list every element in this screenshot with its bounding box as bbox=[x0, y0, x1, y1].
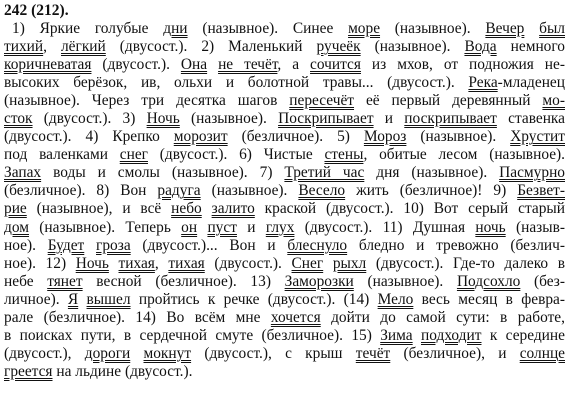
underlined-word: Запах bbox=[4, 164, 42, 182]
underlined-word: рыхл bbox=[332, 254, 367, 272]
underlined-word: не течёт bbox=[218, 56, 278, 74]
underlined-word: Хрустит bbox=[510, 128, 565, 146]
text-fragment: в поисках пути, в сердечной смуте (безличное). 15) bbox=[4, 326, 381, 344]
text-fragment: небе bbox=[4, 272, 48, 290]
text-line bbox=[4, 237, 565, 255]
text-line bbox=[4, 164, 565, 182]
text-fragment bbox=[413, 327, 421, 344]
text-fragment: из мхов, от подножия не- bbox=[360, 56, 565, 74]
text-fragment: ное). 12) bbox=[4, 254, 76, 272]
underlined-word: блеснуло bbox=[287, 236, 348, 254]
text-fragment: на льдине (двусост.). bbox=[52, 362, 193, 380]
underlined-word: лёгкий bbox=[61, 38, 106, 56]
text-fragment: весь месяц в февра- bbox=[413, 290, 565, 308]
text-fragment: весной (безличное). 13) bbox=[82, 272, 285, 290]
text-fragment bbox=[130, 345, 143, 362]
text-fragment: 1) Яркие голубые bbox=[12, 20, 164, 37]
text-fragment: (назыв- bbox=[505, 218, 565, 236]
underlined-word: тихая bbox=[118, 254, 155, 272]
underlined-word: Подсохло bbox=[456, 272, 521, 290]
text-fragment: (двусост.). 6) Чистые bbox=[147, 146, 325, 164]
underlined-word: рие bbox=[4, 200, 27, 218]
text-line bbox=[4, 273, 565, 291]
text-fragment: (безличное). 5) bbox=[227, 128, 364, 146]
underlined-word: радуга bbox=[157, 182, 201, 200]
text-fragment: пройтись к речке (двусост.). (14) bbox=[130, 290, 378, 308]
text-fragment: жить (безличное)! 9) bbox=[345, 182, 518, 200]
underlined-word: мокнут bbox=[143, 344, 192, 362]
underlined-word: Мороз bbox=[363, 128, 407, 146]
text-fragment: высоких берёзок, ив, ольхи и болотной травы... (двусост.). bbox=[4, 74, 469, 92]
underlined-word: сток bbox=[4, 110, 33, 128]
text-fragment: (безличное), и bbox=[390, 344, 520, 362]
text-line bbox=[4, 146, 565, 164]
underlined-word: солнце bbox=[519, 344, 565, 362]
text-line bbox=[4, 219, 565, 237]
text-fragment: (двусост.), с крыш bbox=[191, 344, 356, 362]
text-line bbox=[4, 327, 565, 345]
underlined-word: ночь bbox=[475, 218, 506, 236]
text-fragment: , bbox=[154, 254, 169, 272]
text-fragment: под валенками bbox=[4, 146, 120, 164]
text-line bbox=[4, 56, 565, 74]
text-fragment: (безличное). 8) Вон bbox=[4, 182, 158, 200]
text-fragment: (двусост.). 4) Крепко bbox=[4, 128, 174, 146]
underlined-word: Река bbox=[468, 74, 498, 92]
underlined-word: вышел bbox=[86, 290, 131, 308]
text-fragment: (назывное). bbox=[406, 128, 511, 146]
underlined-word: Будет bbox=[47, 236, 85, 254]
text-line bbox=[4, 38, 565, 56]
underlined-word: поскрипывает bbox=[404, 110, 497, 128]
underlined-word: дороги bbox=[84, 344, 131, 362]
underlined-word: течёт bbox=[355, 344, 391, 362]
underlined-word: морозит bbox=[173, 128, 228, 146]
text-fragment: бледно и тревожно (безлич- bbox=[347, 236, 565, 254]
underlined-word: греется bbox=[4, 362, 53, 380]
underlined-word: сочится bbox=[310, 56, 361, 74]
text-fragment: (назывное). Синее bbox=[187, 20, 349, 37]
exercise-number: 242 (212). bbox=[4, 2, 69, 19]
text-fragment bbox=[78, 291, 86, 308]
exercise-answer-text bbox=[4, 20, 565, 381]
underlined-word: Вечер bbox=[485, 20, 525, 37]
text-fragment bbox=[109, 255, 119, 272]
text-fragment: личное). bbox=[4, 290, 68, 308]
text-line bbox=[4, 20, 565, 38]
text-fragment: (назывное). Теперь bbox=[28, 218, 182, 236]
text-fragment bbox=[202, 200, 212, 217]
text-fragment: (без- bbox=[520, 272, 565, 290]
underlined-word: подходит bbox=[421, 326, 482, 344]
underlined-word: пересечёт bbox=[289, 92, 355, 110]
underlined-word: Третий час bbox=[284, 164, 365, 182]
text-line bbox=[4, 128, 565, 146]
text-fragment: ное). bbox=[4, 236, 48, 254]
text-line bbox=[4, 255, 565, 273]
underlined-word: стены bbox=[324, 146, 364, 164]
text-line bbox=[4, 92, 565, 110]
text-fragment bbox=[207, 56, 218, 73]
text-fragment: -младенец bbox=[497, 74, 565, 92]
text-line bbox=[4, 363, 565, 381]
underlined-word: гроза bbox=[96, 236, 131, 254]
text-fragment: (назывное). bbox=[179, 110, 279, 128]
text-fragment: её первый деревянный bbox=[354, 92, 543, 110]
text-fragment: (назывное). bbox=[353, 272, 457, 290]
underlined-word: Поскрипывает bbox=[278, 110, 374, 128]
underlined-word: Безвет- bbox=[517, 182, 565, 200]
underlined-word: тихая bbox=[168, 254, 205, 272]
text-fragment: и bbox=[373, 110, 405, 128]
underlined-word: небо bbox=[171, 200, 202, 218]
text-fragment bbox=[84, 237, 96, 254]
text-fragment: (двусост.). bbox=[91, 56, 181, 74]
text-fragment: (двусост.). bbox=[204, 254, 292, 272]
text-line bbox=[4, 110, 565, 128]
underlined-word: Я bbox=[67, 290, 79, 308]
underlined-word: Она bbox=[180, 56, 208, 74]
text-fragment: (назывное). bbox=[200, 182, 299, 200]
text-fragment: , обитые лесом (назывное). bbox=[363, 146, 565, 164]
text-fragment: дня (назывное). bbox=[364, 164, 500, 182]
text-fragment bbox=[524, 20, 539, 37]
underlined-word: Ночь bbox=[146, 110, 180, 128]
text-line bbox=[4, 74, 565, 92]
underlined-word: Пасмурно bbox=[499, 164, 565, 182]
underlined-word: дом bbox=[4, 218, 29, 236]
underlined-word: тянет bbox=[47, 272, 83, 290]
text-fragment: немного bbox=[496, 38, 565, 56]
underlined-word: Мело bbox=[377, 290, 414, 308]
text-fragment: ставенка bbox=[496, 110, 565, 128]
underlined-word: был bbox=[539, 20, 565, 37]
text-fragment: и bbox=[236, 218, 266, 236]
underlined-word: мо- bbox=[542, 92, 565, 110]
text-line bbox=[4, 200, 565, 218]
text-line bbox=[4, 345, 565, 363]
text-fragment: дойти до самой сути: в работе, bbox=[320, 308, 565, 326]
underlined-word: коричневатая bbox=[4, 56, 92, 74]
underlined-word: снег bbox=[119, 146, 148, 164]
text-fragment: (двусост.). 3) bbox=[32, 110, 147, 128]
underlined-word: тихий bbox=[4, 38, 44, 56]
text-fragment: , а bbox=[277, 56, 311, 74]
text-fragment: (двусост.). Где-то далеко в bbox=[366, 254, 565, 272]
text-fragment: (назывное). Через три десятка шагов bbox=[4, 92, 290, 110]
text-fragment: воды и смолы (назывное). 7) bbox=[41, 164, 285, 182]
underlined-word: залито bbox=[211, 200, 255, 218]
underlined-word: глух bbox=[265, 218, 295, 236]
text-fragment: (двусост.). 2) Маленький bbox=[105, 38, 317, 56]
text-fragment: (назывное). bbox=[360, 38, 465, 56]
underlined-word: море bbox=[348, 20, 381, 37]
text-fragment: (назывное), и всё bbox=[26, 200, 172, 218]
text-fragment: , bbox=[43, 38, 61, 56]
text-fragment: (двусост.). 11) Душная bbox=[294, 218, 476, 236]
underlined-word: ручеёк bbox=[316, 38, 361, 56]
text-fragment: (двусост.)... Вон и bbox=[130, 236, 288, 254]
text-fragment: к середине bbox=[481, 326, 565, 344]
underlined-word: хочется bbox=[270, 308, 321, 326]
text-fragment: (двусост.), bbox=[4, 344, 85, 362]
underlined-word: дни bbox=[163, 20, 188, 37]
underlined-word: он bbox=[181, 218, 198, 236]
underlined-word: Зима bbox=[380, 326, 413, 344]
underlined-word: Заморозки bbox=[284, 272, 354, 290]
text-fragment bbox=[197, 219, 207, 236]
text-fragment: рале (безличное). 14) Во всём мне bbox=[4, 308, 271, 326]
underlined-word: Ночь bbox=[75, 254, 109, 272]
underlined-word: Вода bbox=[464, 38, 497, 56]
text-line bbox=[4, 291, 565, 309]
text-line bbox=[4, 309, 565, 327]
text-line bbox=[4, 182, 565, 200]
underlined-word: пуст bbox=[207, 218, 237, 236]
text-fragment bbox=[323, 255, 333, 272]
underlined-word: Снег bbox=[291, 254, 324, 272]
text-fragment: (назывное). bbox=[380, 20, 486, 37]
underlined-word: Весело bbox=[298, 182, 346, 200]
text-fragment: краской (двусост.). 10) Вот серый старый bbox=[254, 200, 565, 218]
